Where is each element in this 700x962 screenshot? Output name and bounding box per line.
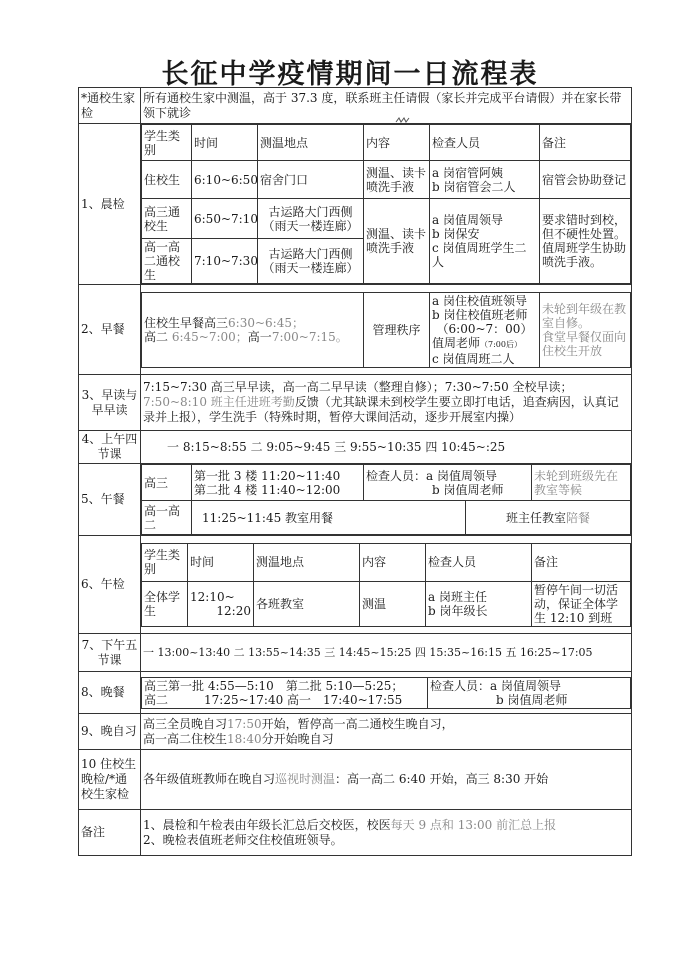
header-student-type: 学生类别 — [142, 125, 192, 161]
remark-line: 1、晨检和午检表由年级长汇总后交校医，校医 — [143, 817, 391, 832]
row-afternoon-classes — [79, 634, 632, 672]
note — [540, 292, 631, 367]
reading-light: 进班考勤 — [246, 395, 295, 409]
evening-line: 分开始晚自习 — [261, 731, 334, 746]
remark-line: 2、晚检表值班老师交住校值班领导。 — [143, 832, 343, 847]
night-line: 各年级值班教师在晚自习 — [143, 772, 276, 786]
header-place: 测温地点 — [258, 125, 364, 161]
dinner-table — [141, 677, 631, 709]
staff-line: a 岗宿管阿姨 — [432, 165, 503, 180]
time-range: 7:10~7:30 — [192, 239, 258, 284]
header-note: 备注 — [540, 125, 631, 161]
row-dinner — [79, 672, 632, 714]
staff-light: 陪餐 — [566, 510, 591, 525]
staff-line: c 岗值周班二人 — [432, 351, 515, 366]
night-light: 巡视时测温 — [275, 772, 336, 786]
night-line: ：高一高二 6:40 开始，高三 8:30 开始 — [335, 772, 549, 786]
check-content: 测温、读卡喷洗手液 — [364, 199, 430, 284]
header-staff: 检查人员 — [426, 543, 532, 581]
reading-content — [141, 375, 632, 431]
breakfast-time: 6:45~7:00； — [171, 329, 248, 344]
breakfast-content: 管理秩序 — [364, 292, 430, 367]
lunch-grade: 高一高二 — [142, 501, 192, 535]
lunch-grade: 高三 — [142, 465, 192, 501]
row-night-check — [79, 750, 632, 810]
row-evening-study — [79, 714, 632, 750]
check-place: 古运路大门西侧（雨天一楼连廊） — [258, 239, 364, 284]
staff-time: （7:00后） — [480, 339, 522, 349]
breakfast-table — [141, 292, 631, 368]
header-content: 内容 — [360, 543, 426, 581]
staff-line: 检查人员：a 岗值周领导 — [366, 468, 497, 483]
row-label: 7、下午五节课 — [79, 634, 141, 672]
lunch-batches — [192, 465, 364, 501]
note: 未轮到班级先在教室等候 — [532, 465, 631, 501]
row-label: *通校生家检 — [79, 88, 141, 124]
check-staff — [430, 161, 540, 199]
time-range: 6:50~7:10 — [192, 199, 258, 239]
staff-line: a 岗班主任 — [428, 589, 487, 604]
morning-classes-content: 一 8:15~8:55 二 9:05~9:45 三 9:55~10:35 四 10:45~:25 — [141, 431, 632, 464]
staff-line: b 岗住校值班老师 — [432, 307, 528, 322]
time-range: 6:10~6:50 — [192, 161, 258, 199]
note-line: 值周班学生协助喷洗手液。 — [542, 241, 627, 269]
schedule-table — [78, 87, 632, 856]
home-check-content: 所有通校生家中测温，高于 37.3 度，联系班主任请假（家长并完成平台请假）并在家长带领下就诊 — [141, 88, 632, 124]
row-label: 4、上午四节课 — [79, 431, 141, 464]
staff-line: 班主任教室 — [505, 510, 566, 525]
row-breakfast — [79, 285, 632, 375]
lunch-table — [141, 464, 631, 535]
header-place: 测温地点 — [254, 543, 360, 581]
staff-line: a 岗值周领导 — [432, 213, 503, 227]
note-line: 要求错时到校，但不硬性处置。 — [542, 213, 627, 241]
row-lunch — [79, 464, 632, 536]
check-staff — [430, 199, 540, 284]
evening-time: 18:40 — [227, 731, 262, 746]
reading-line: 反馈（尤其缺课未到校学生要立即打电话，追查病因，认真记录并上报），学生洗手（特殊时期，暂停大课间活动，逐步开展室内操） — [143, 395, 619, 424]
header-content: 内容 — [364, 125, 430, 161]
breakfast-grade: 住校生早餐高三 — [144, 315, 229, 330]
note — [540, 199, 631, 284]
remark-light: 每天 9 点和 13:00 前汇总上报 — [390, 817, 557, 832]
noon-check-table — [141, 543, 631, 627]
evening-time: 17:50 — [227, 716, 262, 731]
staff-line: （6:00~7：00） — [436, 321, 533, 336]
evening-study-content — [141, 714, 632, 750]
time-line: 12:10~ — [190, 589, 235, 604]
batch-line: 第二批 4 楼 11:40~12:00 — [194, 482, 341, 497]
check-content: 测温、读卡喷洗手液 — [364, 161, 430, 199]
reading-line: 7:15~7:30 高三早早读，高一高二早早读（整理自修）；7:30~7:50 全校早读； — [143, 380, 573, 394]
student-type: 高三通校生 — [142, 199, 192, 239]
staff-line: b 岗值周老师 — [496, 692, 568, 707]
student-type: 住校生 — [142, 161, 192, 199]
page-title: 长征中学疫情期间一日流程表 — [161, 59, 539, 90]
staff-line: c 岗值周班学生二人 — [432, 241, 527, 269]
staff-line: 检查人员：a 岗值周领导 — [430, 678, 561, 693]
note: 暂停午间一切活动，保证全体学生 12:10 到班 — [532, 581, 631, 626]
row-morning-classes — [79, 431, 632, 464]
row-label: 6、午检 — [79, 536, 141, 634]
breakfast-time: 6:30~6:45； — [228, 315, 304, 330]
time-range — [188, 581, 254, 626]
header-student-type: 学生类别 — [142, 543, 188, 581]
breakfast-time: 7:00~7:15。 — [271, 329, 348, 344]
header-time: 时间 — [188, 543, 254, 581]
check-place: 各班教室 — [254, 581, 360, 626]
note: 宿管会协助登记 — [540, 161, 631, 199]
row-label: 2、早餐 — [79, 285, 141, 375]
staff-line: a 岗住校值班领导 — [432, 293, 527, 308]
row-label: 5、午餐 — [79, 464, 141, 536]
row-label: 10 住校生晚检/*通校生家检 — [79, 750, 141, 810]
check-content: 测温 — [360, 581, 426, 626]
check-place: 宿舍门口 — [258, 161, 364, 199]
row-morning-reading — [79, 375, 632, 431]
note-line: 未轮到年级在教室自修。 — [542, 301, 627, 330]
row-label: 3、早读与早早读 — [79, 375, 141, 431]
student-type: 全体学生 — [142, 581, 188, 626]
morning-check-table — [141, 124, 631, 284]
row-label: 备注 — [79, 810, 141, 856]
row-noon-check — [79, 536, 632, 634]
staff-line: b 岗保安 — [432, 227, 480, 241]
staff-line: b 岗宿管会二人 — [432, 179, 516, 194]
row-label: 9、晚自习 — [79, 714, 141, 750]
lunch-staff — [466, 501, 631, 535]
dinner-line: 高二 17:25~17:40 高一 17:40~17:55 — [144, 692, 403, 707]
evening-line: 高三全员晚自习 — [143, 716, 228, 731]
remarks-content — [141, 810, 632, 856]
reading-time: 7:50~8:10 班主任 — [143, 395, 247, 409]
note-line: 食堂早餐仅面向住校生开放 — [542, 329, 627, 358]
breakfast-staff — [430, 292, 540, 367]
evening-line: 高一高二住校生 — [143, 731, 228, 746]
student-type: 高一高二通校生 — [142, 239, 192, 284]
header-note: 备注 — [532, 543, 631, 581]
dinner-times — [142, 677, 428, 708]
dinner-line: 高三第一批 4:55—5:10 第二批 5:10—5:25； — [144, 678, 404, 693]
staff-line: b 岗值周老师 — [432, 482, 504, 497]
row-remarks — [79, 810, 632, 856]
breakfast-grade: 高二 — [144, 329, 169, 344]
check-place: 古运路大门西侧（雨天一楼连廊） — [258, 199, 364, 239]
row-label: 1、晨检 — [79, 124, 141, 285]
staff-line: b 岗年级长 — [428, 603, 488, 618]
row-morning-check — [79, 124, 632, 285]
evening-line: 开始，暂停高一高二通校生晚自习， — [261, 716, 454, 731]
time-line: 12:20 — [216, 603, 251, 618]
afternoon-classes-content: 一 13:00~13:40 二 13:55~14:35 三 14:45~15:25 四 15:35~16:15 五 16:25~17:05 — [141, 634, 632, 672]
header-time: 时间 — [192, 125, 258, 161]
lunch-staff — [364, 465, 532, 501]
row-home-check — [79, 88, 632, 124]
staff-line: 值周老师 — [432, 335, 481, 350]
check-staff — [426, 581, 532, 626]
breakfast-grade: 高一 — [247, 329, 272, 344]
night-check-content — [141, 750, 632, 810]
row-label: 8、晚餐 — [79, 672, 141, 714]
header-staff: 检查人员 — [430, 125, 540, 161]
lunch-time: 11:25~11:45 教室用餐 — [192, 501, 466, 535]
breakfast-times — [142, 292, 364, 367]
dinner-staff — [428, 677, 631, 708]
batch-line: 第一批 3 楼 11:20~11:40 — [194, 468, 341, 483]
